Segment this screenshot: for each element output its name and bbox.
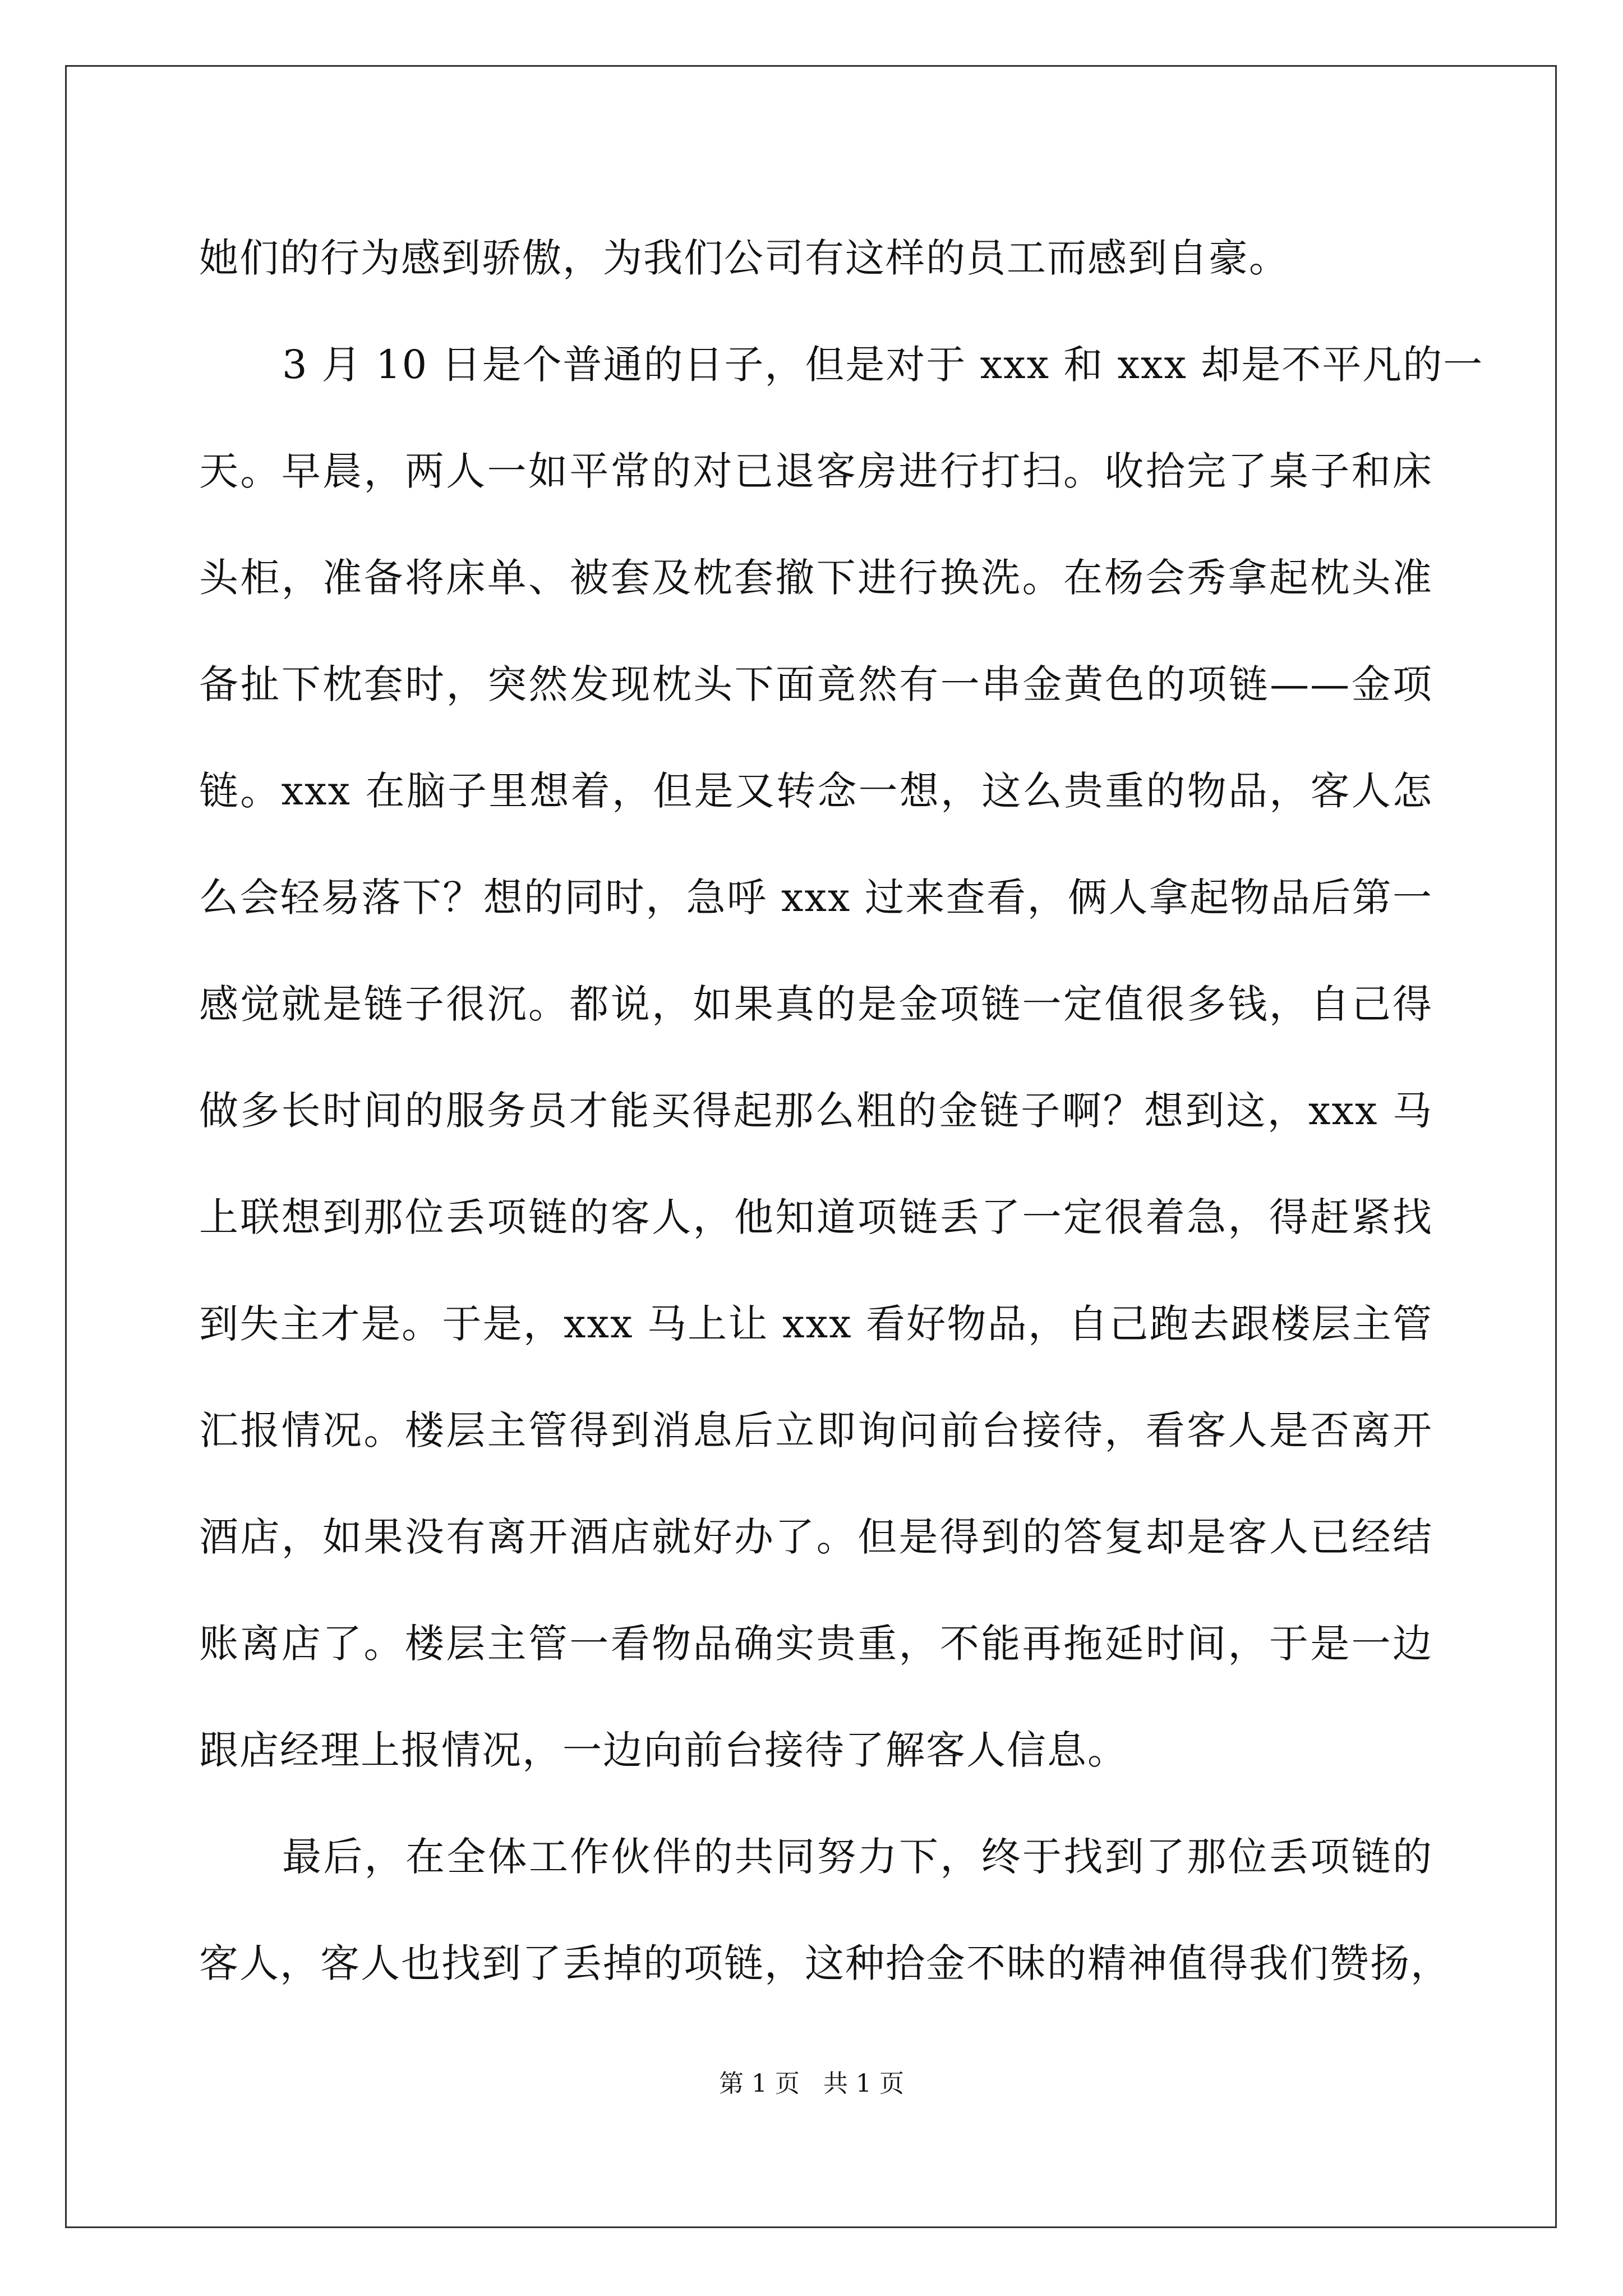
- text-line: 头柜，准备将床单、被套及枕套撤下进行换洗。在杨会秀拿起枕头准: [199, 555, 1433, 601]
- page-footer: 第 1 页 共 1 页: [719, 2069, 904, 2098]
- text-line: 上联想到那位丢项链的客人，他知道项链丢了一定很着急，得赶紧找: [199, 1194, 1433, 1240]
- text-line: 账离店了。楼层主管一看物品确实贵重，不能再拖延时间，于是一边: [199, 1621, 1433, 1667]
- text-line: 备扯下枕套时，突然发现枕头下面竟然有一串金黄色的项链——金项: [199, 661, 1433, 707]
- text-line: 做多长时间的服务员才能买得起那么粗的金链子啊？想到这，xxx 马: [199, 1088, 1433, 1134]
- text-line: 感觉就是链子很沉。都说，如果真的是金项链一定值很多钱，自己得: [199, 981, 1433, 1027]
- paragraph-start-line: 最后，在全体工作伙伴的共同努力下，终于找到了那位丢项链的: [282, 1834, 1433, 1880]
- paragraph-end-line: 跟店经理上报情况，一边向前台接待了解客人信息。: [199, 1727, 1128, 1773]
- text-line: 链。xxx 在脑子里想着，但是又转念一想，这么贵重的物品，客人怎: [199, 768, 1433, 814]
- text-line: 天。早晨，两人一如平常的对已退客房进行打扫。收拾完了桌子和床: [199, 448, 1433, 494]
- text-line: 她们的行为感到骄傲，为我们公司有这样的员工而感到自豪。: [199, 235, 1289, 281]
- paragraph-start-line: 3 月 10 日是个普通的日子，但是对于 xxx 和 xxx 却是不平凡的一: [282, 342, 1484, 388]
- text-line: 酒店，如果没有离开酒店就好办了。但是得到的答复却是客人已经结: [199, 1514, 1433, 1560]
- text-line: 么会轻易落下？想的同时，急呼 xxx 过来查看，俩人拿起物品后第一: [199, 875, 1433, 921]
- body-text: [199, 205, 1484, 2017]
- text-line: 到失主才是。于是，xxx 马上让 xxx 看好物品，自己跑去跟楼层主管: [199, 1301, 1433, 1347]
- text-line: 汇报情况。楼层主管得到消息后立即询问前台接待，看客人是否离开: [199, 1407, 1433, 1453]
- text-line: 客人，客人也找到了丢掉的项链，这种拾金不昧的精神值得我们赞扬，: [199, 1940, 1451, 1986]
